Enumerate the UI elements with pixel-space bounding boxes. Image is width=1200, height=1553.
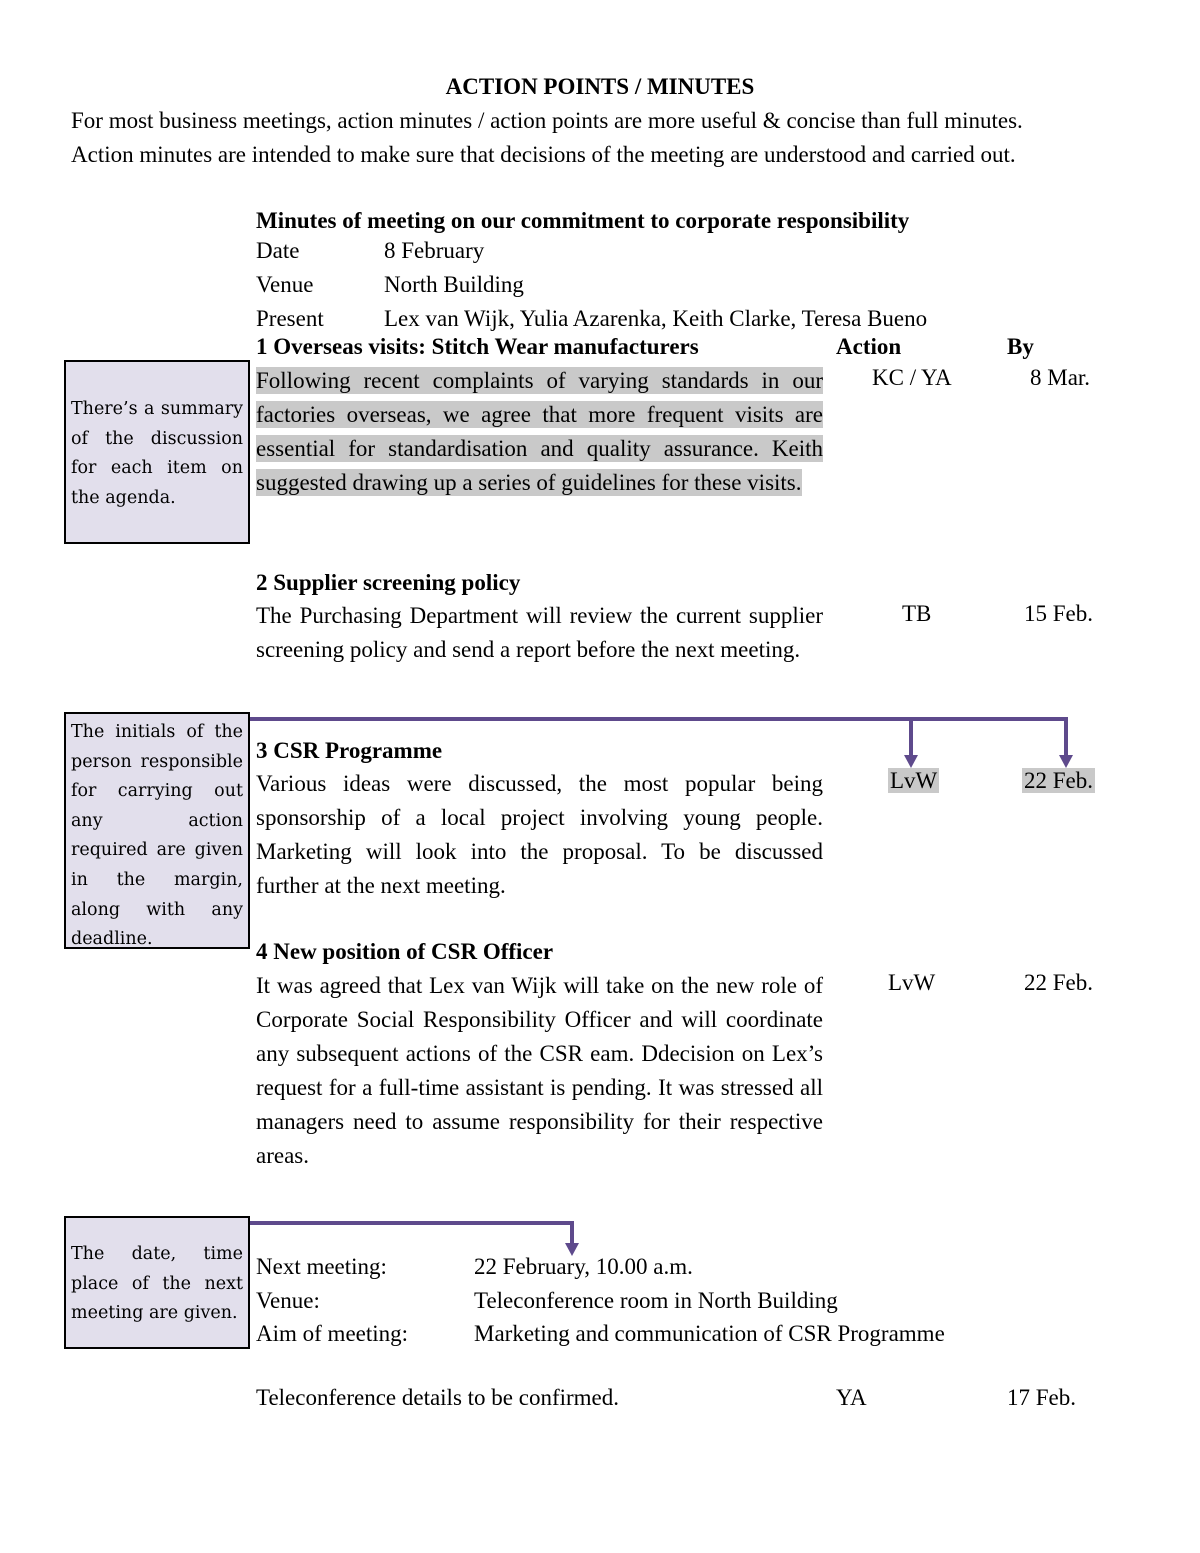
item-1-deadline: 8 Mar.	[1030, 365, 1091, 390]
item-3-action	[888, 766, 939, 796]
present-value: Lex van Wijk, Yulia Azarenka, Keith Clarke, Teresa Bueno	[384, 306, 928, 331]
item-4-text: It was agreed that Lex van Wijk will take on the new role of Corporate Social Responsibility Officer and will coordinate any subsequent actions of the CSR eam. Ddecision on Lex’s request for a full-time assistant is pending. It was stressed all managers need to assume responsibility for their respective areas.	[256, 973, 823, 1168]
item-1-text-highlight: Following recent complaints of varying standards in our factories overseas, we agree that more frequent visits are essential for standardisation and quality assurance. Keith suggested drawing up a series of guidelines for these visits.	[256, 368, 823, 495]
connector-line-initials	[250, 717, 1068, 721]
item-4-action: LvW	[888, 970, 936, 995]
venue-value: North Building	[384, 272, 524, 297]
connector-line-next-meeting	[250, 1221, 574, 1225]
footer-action: YA	[836, 1385, 867, 1410]
aim-label: Aim of meeting:	[256, 1321, 409, 1346]
item-1-heading: 1 Overseas visits: Stitch Wear manufacturers	[256, 334, 699, 359]
next-meeting-label: Next meeting:	[256, 1254, 387, 1279]
item-3-text: Various ideas were discussed, the most popular being sponsorship of a local project involving young people. Marketing will look into the proposal. To be discussed further at the next meeting.	[256, 771, 823, 898]
connector-drop-next-meeting	[570, 1221, 574, 1245]
page-title: ACTION POINTS / MINUTES	[445, 74, 755, 99]
item-3-action-highlight: LvW	[890, 768, 938, 793]
item-4-deadline: 22 Feb.	[1024, 970, 1093, 995]
item-2-heading: 2 Supplier screening policy	[256, 570, 521, 595]
annotation-next-meeting: The date, time place of the next meeting are given.	[64, 1216, 250, 1349]
next-meeting-value: 22 February, 10.00 a.m.	[474, 1254, 693, 1279]
date-value: 8 February	[384, 238, 485, 263]
arrow-to-next-meeting-icon	[565, 1243, 579, 1256]
annotation-initials: The initials of the person responsible for carrying out any action required are given in the margin, along with any deadline.	[64, 712, 250, 949]
arrow-to-deadline-icon	[1059, 755, 1073, 768]
item-2-text: The Purchasing Department will review the current supplier screening policy and send a report before the next meeting.	[256, 603, 823, 662]
connector-drop-deadline	[1064, 717, 1068, 757]
item-2-action: TB	[902, 601, 932, 626]
by-column-header: By	[1007, 334, 1034, 359]
meeting-heading: Minutes of meeting on our commitment to corporate responsibility	[256, 208, 910, 233]
date-label: Date	[256, 238, 300, 263]
item-4-heading: 4 New position of CSR Officer	[256, 939, 554, 964]
present-label: Present	[256, 306, 324, 331]
action-column-header: Action	[836, 334, 902, 359]
connector-drop-action	[909, 717, 913, 757]
item-1-action: KC / YA	[872, 365, 952, 390]
footer-deadline: 17 Feb.	[1007, 1385, 1076, 1410]
annotation-summary: There’s a summary of the discussion for each item on the agenda.	[64, 360, 250, 544]
item-1-text	[256, 364, 823, 500]
item-3-deadline-highlight: 22 Feb.	[1024, 768, 1093, 793]
next-venue-value: Teleconference room in North Building	[474, 1288, 838, 1313]
item-2-deadline: 15 Feb.	[1024, 601, 1093, 626]
aim-value: Marketing and communication of CSR Programme	[474, 1321, 945, 1346]
intro-line-2: Action minutes are intended to make sure that decisions of the meeting are understood and carried out.	[71, 142, 1016, 167]
intro-line-1: For most business meetings, action minutes / action points are more useful & concise than full minutes.	[71, 108, 1023, 133]
next-venue-label: Venue:	[256, 1288, 320, 1313]
item-3-deadline	[1022, 766, 1095, 796]
footer-note: Teleconference details to be confirmed.	[256, 1385, 620, 1410]
venue-label: Venue	[256, 272, 314, 297]
item-3-heading: 3 CSR Programme	[256, 738, 443, 763]
arrow-to-action-icon	[904, 755, 918, 768]
